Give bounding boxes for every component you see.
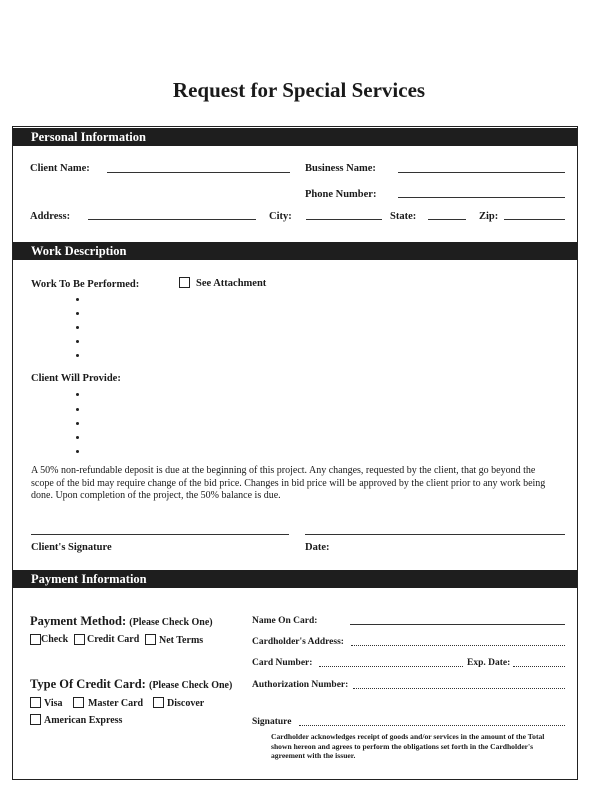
work-bullet-2 (76, 312, 79, 315)
work-bullet-4 (76, 340, 79, 343)
net-terms-checkbox[interactable] (145, 634, 156, 645)
provide-bullet-1 (76, 393, 79, 396)
city-field[interactable] (306, 219, 382, 220)
service-request-form (12, 126, 578, 780)
phone-number-field[interactable] (398, 197, 565, 198)
address-field[interactable] (88, 219, 256, 220)
card-signature-field[interactable] (299, 725, 565, 726)
work-description-header: Work Description (13, 242, 577, 260)
discover-checkbox[interactable] (153, 697, 164, 708)
date-label: Date: (305, 542, 330, 553)
provide-bullet-3 (76, 422, 79, 425)
visa-checkbox[interactable] (30, 697, 41, 708)
american-express-label: American Express (44, 715, 123, 726)
signature-label: Signature (252, 717, 292, 727)
card-number-field[interactable] (319, 666, 463, 667)
name-on-card-label: Name On Card: (252, 616, 318, 626)
name-on-card-field[interactable] (350, 624, 565, 625)
client-will-provide-label: Client Will Provide: (31, 373, 121, 384)
american-express-checkbox[interactable] (30, 714, 41, 725)
discover-label: Discover (167, 698, 205, 709)
cardholder-acknowledgement-text: Cardholder acknowledges receipt of goods and/or services in the amount of the Total shown hereon and agrees to perform the obligations set forth in the Cardholder's agreement with the issuer. (271, 732, 545, 760)
client-name-label: Client Name: (30, 163, 90, 174)
authorization-number-field[interactable] (353, 688, 565, 689)
provide-bullet-2 (76, 408, 79, 411)
payment-method-heading (30, 614, 213, 629)
work-bullet-3 (76, 326, 79, 329)
master-card-label: Master Card (88, 698, 144, 709)
state-field[interactable] (428, 219, 466, 220)
provide-bullet-4 (76, 436, 79, 439)
see-attachment-label: See Attachment (196, 278, 267, 289)
cardholders-address-label: Cardholder's Address: (252, 637, 344, 647)
visa-label: Visa (44, 698, 63, 709)
city-label: City: (269, 211, 292, 222)
client-name-field[interactable] (107, 172, 290, 173)
credit-card-type-heading (30, 677, 232, 692)
exp-date-field[interactable] (513, 666, 565, 667)
net-terms-label: Net Terms (159, 635, 204, 646)
payment-information-header: Payment Information (13, 570, 577, 588)
provide-bullet-5 (76, 450, 79, 453)
client-signature-field[interactable] (31, 534, 289, 535)
cardholders-address-field[interactable] (351, 645, 565, 646)
address-label: Address: (30, 211, 71, 222)
state-label: State: (390, 211, 417, 222)
exp-date-label: Exp. Date: (467, 658, 511, 668)
see-attachment-checkbox[interactable] (179, 277, 190, 288)
credit-card-label: Credit Card (87, 634, 140, 645)
master-card-checkbox[interactable] (73, 697, 84, 708)
work-bullet-5 (76, 354, 79, 357)
page-title: Request for Special Services (172, 78, 426, 102)
zip-field[interactable] (504, 219, 565, 220)
check-label: Check (41, 634, 69, 645)
zip-label: Zip: (479, 211, 499, 222)
payment-method-label: Payment Method: (30, 614, 127, 628)
personal-information-header: Personal Information (13, 128, 577, 146)
clients-signature-label: Client's Signature (31, 542, 112, 553)
payment-method-instruction: (Please Check One) (129, 617, 213, 628)
authorization-number-label: Authorization Number: (252, 680, 349, 690)
work-to-be-performed-label: Work To Be Performed: (31, 279, 140, 290)
credit-card-type-instruction: (Please Check One) (148, 680, 233, 691)
card-number-label: Card Number: (252, 658, 313, 668)
credit-card-checkbox[interactable] (74, 634, 85, 645)
business-name-field[interactable] (398, 172, 565, 173)
business-name-label: Business Name: (305, 163, 376, 174)
work-bullet-1 (76, 298, 79, 301)
check-checkbox[interactable] (30, 634, 41, 645)
type-of-credit-card-label: Type Of Credit Card: (30, 677, 146, 691)
deposit-terms-text: A 50% non-refundable deposit is due at the beginning of this project. Any changes, requested by the client, that go beyond the scope of the bid may require change of the bid price. Changes in bid price will be approved by the client prior to any work being done. Upon completion of the project, the 50% balance is due. (31, 465, 546, 501)
phone-number-label: Phone Number: (305, 189, 377, 200)
date-field[interactable] (305, 534, 565, 535)
